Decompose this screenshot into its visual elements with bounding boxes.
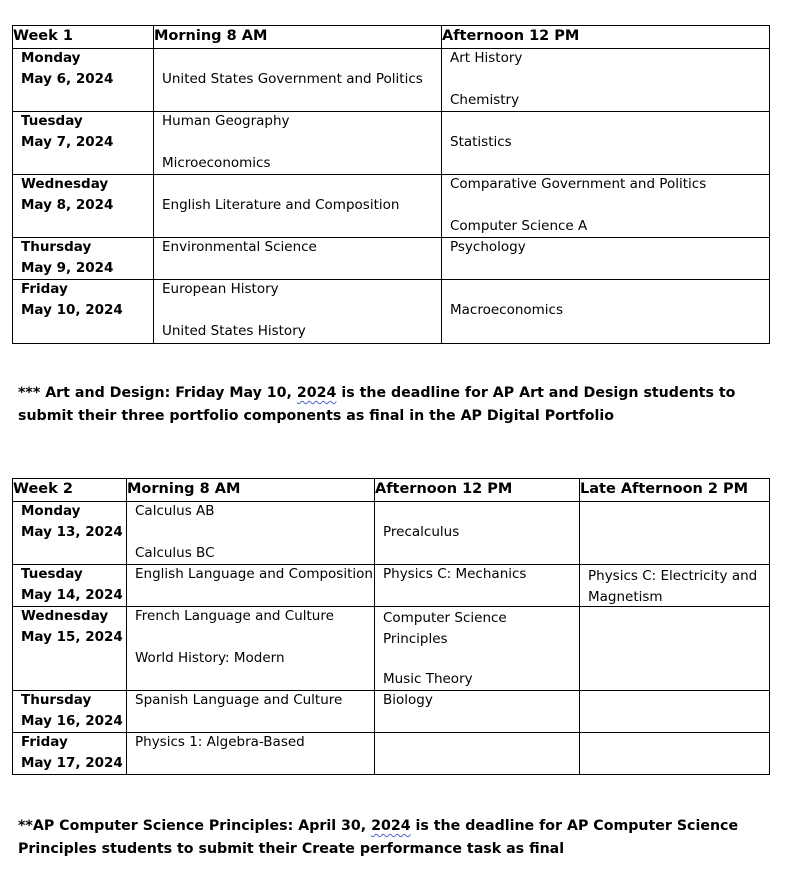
- morning-cell: [127, 502, 375, 565]
- week1-header-afternoon: Afternoon 12 PM: [442, 26, 770, 49]
- day-cell: [13, 607, 127, 691]
- day-cell: [13, 175, 154, 238]
- exam-name: Human Geography: [162, 113, 290, 129]
- exam-name: United States History: [162, 323, 306, 339]
- table-row: [13, 238, 770, 280]
- week1-table: [12, 25, 770, 344]
- morning-cell: [127, 565, 375, 607]
- day-date: May 13, 2024: [21, 524, 123, 540]
- afternoon-cell: [375, 607, 580, 691]
- day-date: May 7, 2024: [21, 134, 114, 150]
- art-design-deadline-note: [18, 382, 783, 428]
- week1-header-row: [13, 26, 770, 49]
- exam-name: Microeconomics: [162, 155, 271, 171]
- morning-cell: [127, 607, 375, 691]
- morning-cell: [154, 238, 442, 280]
- day-name: Wednesday: [21, 608, 109, 624]
- week2-header-morning: Morning 8 AM: [127, 479, 375, 502]
- day-name: Thursday: [21, 239, 92, 255]
- spellcheck-underlined-year: 2024: [296, 385, 337, 401]
- exam-name: Physics 1: Algebra-Based: [135, 734, 305, 750]
- exam-name: English Literature and Composition: [162, 197, 400, 213]
- table-row: [13, 112, 770, 175]
- exam-name: Macroeconomics: [450, 302, 564, 318]
- morning-cell: [154, 175, 442, 238]
- day-cell: [13, 733, 127, 775]
- day-name: Tuesday: [21, 566, 83, 582]
- week2-header-afternoon: Afternoon 12 PM: [375, 479, 580, 502]
- exam-name: Computer Science Principles: [383, 610, 507, 647]
- note-text: **AP Computer Science Principles: April 30,: [18, 818, 372, 834]
- morning-cell: [154, 49, 442, 112]
- week2-header-week: Week 2: [13, 479, 127, 502]
- day-cell: [13, 112, 154, 175]
- late-afternoon-cell: [580, 565, 770, 607]
- exam-name: World History: Modern: [135, 650, 285, 666]
- day-name: Monday: [21, 50, 81, 66]
- note-text: is the deadline for AP Art and Design students to submit their three portfolio components as final in the AP Digital Portfolio: [18, 385, 736, 424]
- late-afternoon-cell: [580, 733, 770, 775]
- exam-name: Statistics: [450, 134, 512, 150]
- day-name: Friday: [21, 281, 68, 297]
- exam-name: Calculus AB: [135, 503, 215, 519]
- day-date: May 10, 2024: [21, 302, 123, 318]
- morning-cell: [154, 112, 442, 175]
- exam-name: English Language and Composition: [135, 566, 373, 582]
- afternoon-cell: [375, 733, 580, 775]
- afternoon-cell: [442, 49, 770, 112]
- day-name: Monday: [21, 503, 81, 519]
- table-row: [13, 565, 770, 607]
- exam-name: United States Government and Politics: [162, 71, 423, 87]
- exam-name: Psychology: [450, 239, 526, 255]
- exam-name: Physics C: Mechanics: [383, 566, 527, 582]
- table-row: [13, 175, 770, 238]
- exam-name: Calculus BC: [135, 545, 215, 561]
- week1-header-week: Week 1: [13, 26, 154, 49]
- afternoon-cell: [375, 502, 580, 565]
- day-date: May 15, 2024: [21, 629, 123, 645]
- week2-header-late-afternoon: Late Afternoon 2 PM: [580, 479, 770, 502]
- exam-name: Comparative Government and Politics: [450, 176, 707, 192]
- day-date: May 16, 2024: [21, 713, 123, 729]
- day-cell: [13, 238, 154, 280]
- exam-name: Music Theory: [383, 671, 473, 687]
- day-cell: [13, 565, 127, 607]
- afternoon-cell: [375, 691, 580, 733]
- day-name: Wednesday: [21, 176, 109, 192]
- note-text: is the deadline for AP Computer Science Principles students to submit their Create performance task as final: [18, 818, 739, 857]
- afternoon-cell: [442, 280, 770, 344]
- late-afternoon-cell: [580, 691, 770, 733]
- day-cell: [13, 502, 127, 565]
- exam-name: Chemistry: [450, 92, 520, 108]
- day-name: Friday: [21, 734, 68, 750]
- day-date: May 8, 2024: [21, 197, 114, 213]
- week2-table: [12, 478, 770, 775]
- csp-deadline-note: [18, 815, 783, 861]
- late-afternoon-cell: [580, 607, 770, 691]
- exam-name: Precalculus: [383, 524, 460, 540]
- late-afternoon-cell: [580, 502, 770, 565]
- afternoon-cell: [442, 238, 770, 280]
- spellcheck-underlined-year: 2024: [371, 818, 411, 834]
- exam-name: French Language and Culture: [135, 608, 334, 624]
- afternoon-cell: [442, 175, 770, 238]
- exam-name: Spanish Language and Culture: [135, 692, 343, 708]
- afternoon-cell: [442, 112, 770, 175]
- day-name: Tuesday: [21, 113, 83, 129]
- table-row: [13, 280, 770, 344]
- day-cell: [13, 280, 154, 344]
- table-row: [13, 607, 770, 691]
- morning-cell: [154, 280, 442, 344]
- exam-name: Computer Science A: [450, 218, 588, 234]
- day-date: May 14, 2024: [21, 587, 123, 603]
- day-date: May 17, 2024: [21, 755, 123, 771]
- exam-name: European History: [162, 281, 279, 297]
- morning-cell: [127, 691, 375, 733]
- day-name: Thursday: [21, 692, 92, 708]
- day-date: May 9, 2024: [21, 260, 114, 276]
- day-date: May 6, 2024: [21, 71, 114, 87]
- day-cell: [13, 49, 154, 112]
- exam-name: Art History: [450, 50, 523, 66]
- table-row: [13, 691, 770, 733]
- afternoon-cell: [375, 565, 580, 607]
- table-row: [13, 49, 770, 112]
- exam-name: Environmental Science: [162, 239, 317, 255]
- morning-cell: [127, 733, 375, 775]
- day-cell: [13, 691, 127, 733]
- note-text: *** Art and Design: Friday May 10,: [18, 385, 297, 401]
- exam-name: Physics C: Electricity and Magnetism: [588, 568, 758, 605]
- exam-name: Biology: [383, 692, 433, 708]
- table-row: [13, 502, 770, 565]
- week2-header-row: [13, 479, 770, 502]
- table-row: [13, 733, 770, 775]
- week1-header-morning: Morning 8 AM: [154, 26, 442, 49]
